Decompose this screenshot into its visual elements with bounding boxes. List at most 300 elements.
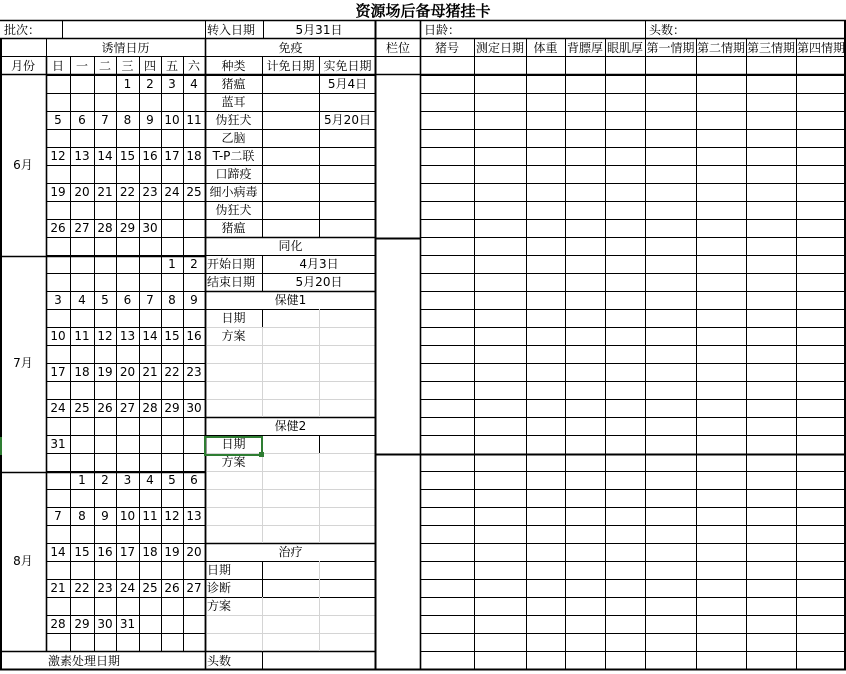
calendar-day[interactable]: 20	[74, 185, 90, 199]
record-cell[interactable]	[645, 363, 696, 381]
record-cell[interactable]	[565, 237, 605, 255]
calendar-day[interactable]: 10	[119, 509, 136, 523]
record-cell[interactable]	[746, 507, 796, 525]
record-cell[interactable]	[696, 345, 746, 363]
calendar-day[interactable]: 24	[50, 401, 66, 415]
record-cell[interactable]	[420, 507, 474, 525]
record-cell[interactable]	[474, 291, 526, 309]
record-cell[interactable]	[796, 255, 846, 273]
record-cell[interactable]	[796, 273, 846, 291]
record-cell[interactable]	[605, 435, 645, 453]
record-cell[interactable]	[645, 183, 696, 201]
record-cell[interactable]	[565, 129, 605, 147]
record-cell[interactable]	[565, 345, 605, 363]
record-cell[interactable]	[526, 255, 565, 273]
transfer-date-value[interactable]: 5月31日	[295, 23, 343, 37]
record-cell[interactable]	[796, 75, 846, 93]
record-cell[interactable]	[565, 417, 605, 435]
record-cell[interactable]	[565, 615, 605, 633]
record-cell[interactable]	[645, 561, 696, 579]
calendar-day[interactable]: 26	[50, 221, 66, 235]
record-cell[interactable]	[565, 327, 605, 345]
calendar-day[interactable]: 22	[119, 185, 136, 199]
record-cell[interactable]	[796, 435, 846, 453]
record-cell[interactable]	[645, 435, 696, 453]
record-cell[interactable]	[420, 147, 474, 165]
record-cell[interactable]	[746, 561, 796, 579]
record-cell[interactable]	[746, 633, 796, 651]
record-cell[interactable]	[696, 309, 746, 327]
record-cell[interactable]	[696, 471, 746, 489]
calendar-day[interactable]: 8	[123, 113, 132, 127]
record-cell[interactable]	[420, 363, 474, 381]
record-cell[interactable]	[796, 471, 846, 489]
record-cell[interactable]	[565, 651, 605, 669]
record-cell[interactable]	[420, 453, 474, 471]
calendar-day[interactable]: 19	[164, 545, 180, 559]
record-cell[interactable]	[645, 579, 696, 597]
record-cell[interactable]	[746, 165, 796, 183]
record-cell[interactable]	[526, 633, 565, 651]
record-cell[interactable]	[645, 615, 696, 633]
record-cell[interactable]	[605, 165, 645, 183]
record-cell[interactable]	[526, 579, 565, 597]
calendar-day[interactable]: 14	[97, 149, 113, 163]
record-cell[interactable]	[645, 219, 696, 237]
calendar-day[interactable]: 22	[74, 581, 90, 595]
calendar-day[interactable]: 30	[186, 401, 202, 415]
record-cell[interactable]	[474, 201, 526, 219]
record-cell[interactable]	[420, 219, 474, 237]
calendar-day[interactable]: 3	[54, 293, 62, 307]
record-cell[interactable]	[746, 255, 796, 273]
record-cell[interactable]	[526, 111, 565, 129]
calendar-day[interactable]: 1	[78, 473, 86, 487]
record-cell[interactable]	[796, 381, 846, 399]
calendar-day[interactable]: 7	[101, 113, 109, 127]
record-cell[interactable]	[696, 615, 746, 633]
calendar-day[interactable]: 12	[164, 509, 180, 523]
record-cell[interactable]	[746, 219, 796, 237]
record-cell[interactable]	[696, 327, 746, 345]
record-cell[interactable]	[565, 75, 605, 93]
record-cell[interactable]	[420, 273, 474, 291]
record-cell[interactable]	[605, 471, 645, 489]
calendar-day[interactable]: 25	[186, 185, 202, 199]
record-cell[interactable]	[696, 75, 746, 93]
calendar-day[interactable]: 15	[164, 329, 180, 343]
record-cell[interactable]	[645, 291, 696, 309]
record-cell[interactable]	[565, 309, 605, 327]
record-cell[interactable]	[696, 525, 746, 543]
record-cell[interactable]	[696, 219, 746, 237]
calendar-day[interactable]: 23	[142, 185, 158, 199]
calendar-day[interactable]: 9	[146, 113, 154, 127]
record-cell[interactable]	[645, 489, 696, 507]
record-cell[interactable]	[796, 489, 846, 507]
record-cell[interactable]	[526, 273, 565, 291]
record-cell[interactable]	[474, 417, 526, 435]
record-cell[interactable]	[796, 453, 846, 471]
record-cell[interactable]	[605, 579, 645, 597]
record-cell[interactable]	[526, 201, 565, 219]
calendar-day[interactable]: 17	[50, 365, 66, 379]
record-cell[interactable]	[565, 147, 605, 165]
fill-handle[interactable]	[259, 452, 264, 457]
calendar-day[interactable]: 19	[50, 185, 66, 199]
calendar-day[interactable]	[139, 435, 161, 453]
record-cell[interactable]	[474, 327, 526, 345]
record-cell[interactable]	[526, 489, 565, 507]
record-cell[interactable]	[796, 291, 846, 309]
record-cell[interactable]	[796, 633, 846, 651]
record-cell[interactable]	[796, 543, 846, 561]
immunization-planned-date[interactable]	[262, 93, 319, 111]
calendar-day[interactable]: 21	[50, 581, 66, 595]
record-cell[interactable]	[645, 633, 696, 651]
record-cell[interactable]	[474, 183, 526, 201]
calendar-day[interactable]	[161, 435, 183, 453]
record-cell[interactable]	[645, 597, 696, 615]
record-cell[interactable]	[474, 471, 526, 489]
record-cell[interactable]	[420, 237, 474, 255]
health2-date-label[interactable]: 日期	[221, 437, 246, 451]
record-cell[interactable]	[696, 453, 746, 471]
immunization-actual-date[interactable]	[319, 165, 376, 183]
record-cell[interactable]	[526, 417, 565, 435]
record-cell[interactable]	[645, 327, 696, 345]
record-cell[interactable]	[605, 111, 645, 129]
record-cell[interactable]	[474, 453, 526, 471]
record-cell[interactable]	[474, 597, 526, 615]
record-cell[interactable]	[565, 273, 605, 291]
record-cell[interactable]	[474, 615, 526, 633]
record-cell[interactable]	[696, 201, 746, 219]
record-cell[interactable]	[696, 579, 746, 597]
calendar-day[interactable]	[46, 471, 70, 489]
calendar-day[interactable]: 3	[168, 77, 176, 91]
calendar-day[interactable]	[94, 255, 116, 273]
calendar-day[interactable]: 16	[97, 545, 113, 559]
record-cell[interactable]	[565, 201, 605, 219]
record-cell[interactable]	[645, 129, 696, 147]
calendar-day[interactable]: 16	[142, 149, 158, 163]
record-cell[interactable]	[526, 525, 565, 543]
calendar-day[interactable]	[94, 435, 116, 453]
calendar-day[interactable]: 28	[97, 221, 113, 235]
immunization-planned-date[interactable]	[262, 75, 319, 93]
record-cell[interactable]	[605, 147, 645, 165]
record-cell[interactable]	[526, 219, 565, 237]
record-cell[interactable]	[526, 507, 565, 525]
record-cell[interactable]	[565, 165, 605, 183]
calendar-day[interactable]: 3	[123, 473, 132, 487]
immunization-actual-date[interactable]	[319, 93, 376, 111]
record-cell[interactable]	[696, 399, 746, 417]
record-cell[interactable]	[696, 147, 746, 165]
record-cell[interactable]	[645, 111, 696, 129]
record-cell[interactable]	[605, 345, 645, 363]
record-cell[interactable]	[526, 165, 565, 183]
immunization-planned-date[interactable]	[262, 219, 319, 237]
record-cell[interactable]	[746, 273, 796, 291]
calendar-day[interactable]: 23	[186, 365, 202, 379]
record-cell[interactable]	[420, 579, 474, 597]
calendar-day[interactable]: 28	[50, 617, 66, 631]
record-cell[interactable]	[746, 291, 796, 309]
record-cell[interactable]	[746, 525, 796, 543]
record-cell[interactable]	[796, 417, 846, 435]
record-cell[interactable]	[420, 183, 474, 201]
record-cell[interactable]	[420, 399, 474, 417]
record-cell[interactable]	[420, 345, 474, 363]
record-cell[interactable]	[474, 399, 526, 417]
record-cell[interactable]	[796, 525, 846, 543]
record-cell[interactable]	[605, 273, 645, 291]
record-cell[interactable]	[746, 543, 796, 561]
calendar-day[interactable]: 27	[186, 581, 202, 595]
record-cell[interactable]	[565, 525, 605, 543]
record-cell[interactable]	[474, 255, 526, 273]
record-cell[interactable]	[420, 651, 474, 669]
record-cell[interactable]	[696, 93, 746, 111]
calendar-day[interactable]: 26	[164, 581, 180, 595]
record-cell[interactable]	[526, 129, 565, 147]
calendar-day[interactable]: 21	[142, 365, 158, 379]
record-cell[interactable]	[645, 147, 696, 165]
record-cell[interactable]	[796, 507, 846, 525]
calendar-day[interactable]: 25	[74, 401, 90, 415]
record-cell[interactable]	[605, 525, 645, 543]
calendar-day[interactable]: 11	[186, 113, 202, 127]
record-cell[interactable]	[696, 363, 746, 381]
record-cell[interactable]	[474, 489, 526, 507]
record-cell[interactable]	[565, 453, 605, 471]
record-cell[interactable]	[526, 651, 565, 669]
record-cell[interactable]	[420, 615, 474, 633]
record-cell[interactable]	[565, 93, 605, 111]
record-cell[interactable]	[605, 453, 645, 471]
record-cell[interactable]	[696, 417, 746, 435]
record-cell[interactable]	[605, 561, 645, 579]
record-cell[interactable]	[474, 633, 526, 651]
calendar-day[interactable]: 15	[74, 545, 90, 559]
calendar-day[interactable]: 17	[164, 149, 180, 163]
record-cell[interactable]	[796, 219, 846, 237]
record-cell[interactable]	[746, 201, 796, 219]
record-cell[interactable]	[526, 381, 565, 399]
calendar-day[interactable]: 20	[119, 365, 136, 379]
calendar-day[interactable]: 19	[97, 365, 113, 379]
calendar-day[interactable]: 11	[142, 509, 158, 523]
record-cell[interactable]	[796, 579, 846, 597]
record-cell[interactable]	[696, 381, 746, 399]
record-cell[interactable]	[746, 93, 796, 111]
record-cell[interactable]	[474, 75, 526, 93]
calendar-day[interactable]	[70, 75, 94, 93]
record-cell[interactable]	[645, 255, 696, 273]
record-cell[interactable]	[420, 633, 474, 651]
immunization-actual-date[interactable]	[319, 129, 376, 147]
record-cell[interactable]	[605, 417, 645, 435]
immunization-planned-date[interactable]	[262, 165, 319, 183]
calendar-day[interactable]: 14	[50, 545, 66, 559]
record-cell[interactable]	[746, 615, 796, 633]
record-cell[interactable]	[746, 363, 796, 381]
calendar-day[interactable]: 4	[78, 293, 86, 307]
record-cell[interactable]	[565, 507, 605, 525]
immunization-planned-date[interactable]	[262, 147, 319, 165]
record-cell[interactable]	[645, 273, 696, 291]
record-cell[interactable]	[645, 165, 696, 183]
record-cell[interactable]	[526, 327, 565, 345]
calendar-day[interactable]: 14	[142, 329, 158, 343]
record-cell[interactable]	[565, 399, 605, 417]
calendar-day[interactable]: 1	[168, 257, 176, 271]
record-cell[interactable]	[474, 651, 526, 669]
record-cell[interactable]	[420, 597, 474, 615]
record-cell[interactable]	[746, 237, 796, 255]
calendar-day[interactable]: 18	[186, 149, 202, 163]
calendar-day[interactable]: 29	[74, 617, 90, 631]
record-cell[interactable]	[420, 93, 474, 111]
record-cell[interactable]	[645, 381, 696, 399]
calendar-day[interactable]: 2	[190, 257, 198, 271]
record-cell[interactable]	[420, 543, 474, 561]
record-cell[interactable]	[645, 399, 696, 417]
record-cell[interactable]	[474, 309, 526, 327]
record-cell[interactable]	[696, 291, 746, 309]
immunization-actual-date[interactable]	[319, 219, 376, 237]
record-cell[interactable]	[746, 597, 796, 615]
record-cell[interactable]	[474, 147, 526, 165]
calendar-day[interactable]: 12	[97, 329, 113, 343]
record-cell[interactable]	[474, 525, 526, 543]
record-cell[interactable]	[474, 579, 526, 597]
record-cell[interactable]	[565, 219, 605, 237]
record-cell[interactable]	[746, 651, 796, 669]
record-cell[interactable]	[605, 237, 645, 255]
record-cell[interactable]	[796, 201, 846, 219]
record-cell[interactable]	[605, 291, 645, 309]
record-cell[interactable]	[474, 237, 526, 255]
calendar-day[interactable]: 21	[97, 185, 113, 199]
calendar-day[interactable]: 18	[142, 545, 158, 559]
sync-end-value[interactable]: 5月20日	[295, 275, 343, 289]
record-cell[interactable]	[796, 597, 846, 615]
calendar-day[interactable]: 24	[164, 185, 180, 199]
record-cell[interactable]	[796, 561, 846, 579]
calendar-day[interactable]: 8	[168, 293, 176, 307]
record-cell[interactable]	[565, 561, 605, 579]
immunization-planned-date[interactable]	[262, 183, 319, 201]
record-cell[interactable]	[796, 345, 846, 363]
calendar-day[interactable]	[161, 615, 183, 633]
record-cell[interactable]	[420, 129, 474, 147]
record-cell[interactable]	[474, 165, 526, 183]
record-cell[interactable]	[696, 633, 746, 651]
record-cell[interactable]	[696, 183, 746, 201]
record-cell[interactable]	[746, 579, 796, 597]
record-cell[interactable]	[696, 651, 746, 669]
calendar-day[interactable]: 13	[74, 149, 90, 163]
record-cell[interactable]	[746, 345, 796, 363]
calendar-day[interactable]: 4	[146, 473, 154, 487]
record-cell[interactable]	[605, 543, 645, 561]
record-cell[interactable]	[796, 237, 846, 255]
record-cell[interactable]	[526, 543, 565, 561]
record-cell[interactable]	[420, 435, 474, 453]
record-cell[interactable]	[796, 183, 846, 201]
record-cell[interactable]	[420, 291, 474, 309]
calendar-day[interactable]: 9	[190, 293, 198, 307]
record-cell[interactable]	[605, 633, 645, 651]
record-cell[interactable]	[420, 417, 474, 435]
record-cell[interactable]	[605, 309, 645, 327]
calendar-day[interactable]	[183, 615, 205, 633]
record-cell[interactable]	[565, 543, 605, 561]
record-cell[interactable]	[474, 435, 526, 453]
record-cell[interactable]	[796, 399, 846, 417]
calendar-day[interactable]: 13	[119, 329, 136, 343]
record-cell[interactable]	[565, 579, 605, 597]
record-cell[interactable]	[474, 129, 526, 147]
record-cell[interactable]	[645, 543, 696, 561]
record-cell[interactable]	[526, 345, 565, 363]
calendar-day[interactable]: 4	[190, 77, 198, 91]
record-cell[interactable]	[420, 255, 474, 273]
immunization-planned-date[interactable]	[262, 129, 319, 147]
record-cell[interactable]	[474, 345, 526, 363]
record-cell[interactable]	[526, 561, 565, 579]
record-cell[interactable]	[696, 111, 746, 129]
calendar-day[interactable]: 22	[164, 365, 180, 379]
record-cell[interactable]	[645, 237, 696, 255]
record-cell[interactable]	[796, 129, 846, 147]
record-cell[interactable]	[746, 147, 796, 165]
calendar-day[interactable]: 10	[164, 113, 180, 127]
record-cell[interactable]	[474, 543, 526, 561]
calendar-day[interactable]: 23	[97, 581, 113, 595]
record-cell[interactable]	[796, 615, 846, 633]
record-cell[interactable]	[526, 291, 565, 309]
calendar-day[interactable]: 16	[186, 329, 202, 343]
record-cell[interactable]	[645, 309, 696, 327]
record-cell[interactable]	[746, 471, 796, 489]
calendar-day[interactable]: 20	[186, 545, 202, 559]
calendar-day[interactable]: 18	[74, 365, 90, 379]
calendar-day[interactable]: 30	[142, 221, 158, 235]
record-cell[interactable]	[526, 183, 565, 201]
calendar-day[interactable]: 26	[97, 401, 113, 415]
calendar-day[interactable]: 6	[190, 473, 198, 487]
record-cell[interactable]	[645, 453, 696, 471]
record-cell[interactable]	[526, 435, 565, 453]
calendar-day[interactable]: 6	[78, 113, 86, 127]
calendar-day[interactable]: 1	[123, 77, 132, 91]
record-cell[interactable]	[645, 651, 696, 669]
record-cell[interactable]	[605, 615, 645, 633]
calendar-day[interactable]	[183, 219, 205, 237]
calendar-day[interactable]: 25	[142, 581, 158, 595]
calendar-day[interactable]: 6	[123, 293, 132, 307]
record-cell[interactable]	[605, 399, 645, 417]
record-cell[interactable]	[796, 363, 846, 381]
record-cell[interactable]	[526, 237, 565, 255]
calendar-day[interactable]	[139, 615, 161, 633]
record-cell[interactable]	[605, 507, 645, 525]
calendar-day[interactable]	[139, 255, 161, 273]
